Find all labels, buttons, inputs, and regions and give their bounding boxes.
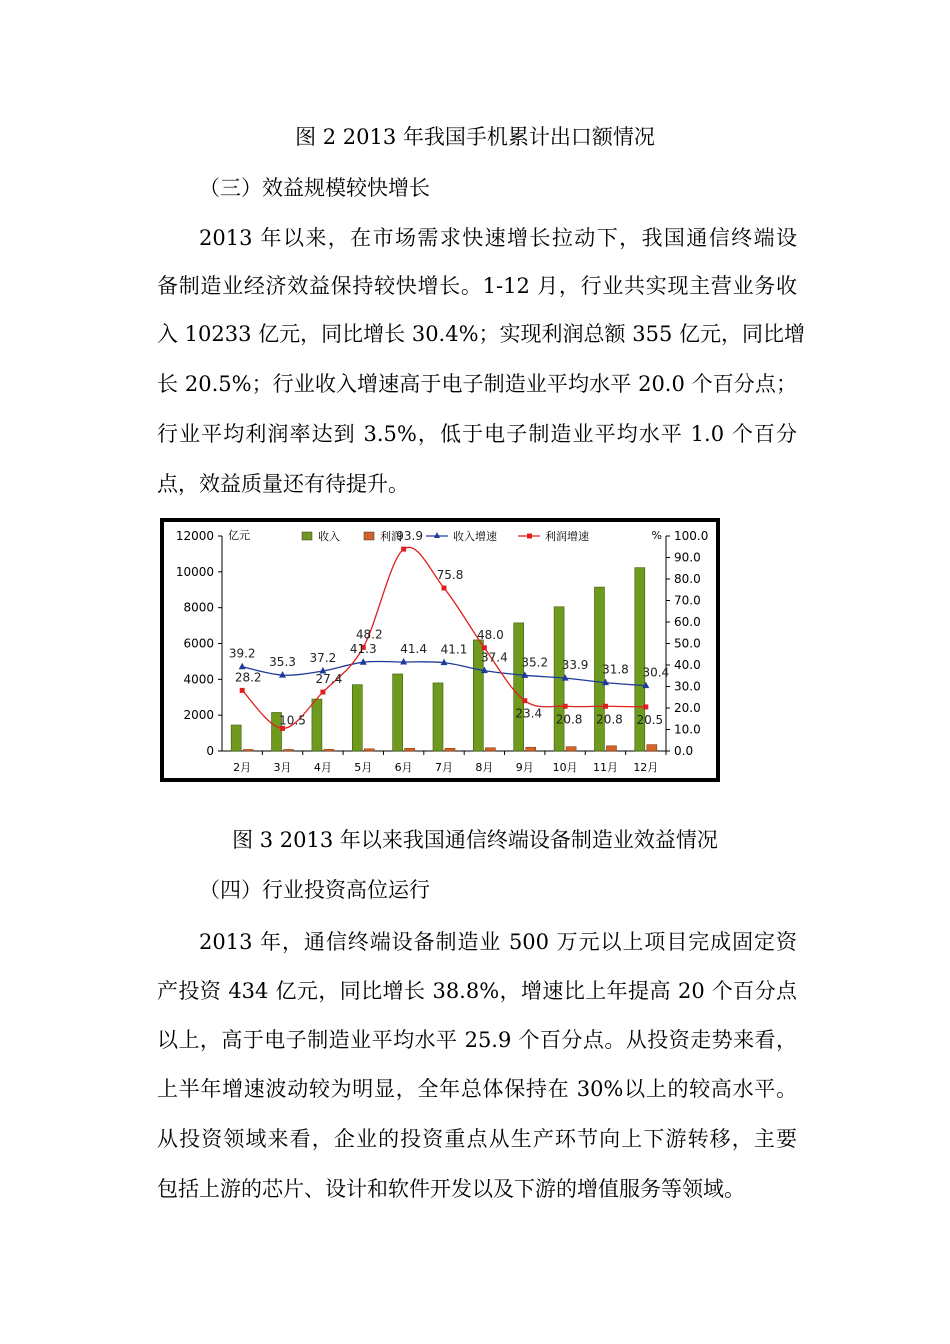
left-tick-label: 2000 — [183, 708, 214, 723]
right-tick-label: 50.0 — [674, 636, 701, 651]
section-3-heading: （三）效益规模较快增长 — [199, 176, 430, 200]
left-tick-label: 8000 — [183, 600, 214, 615]
profit-growth-point — [320, 690, 325, 695]
profit-growth-label: 20.8 — [596, 712, 623, 727]
section-4-heading: （四）行业投资高位运行 — [199, 878, 430, 902]
profit-growth-label: 23.4 — [515, 706, 543, 721]
x-tick-label: 8月 — [475, 761, 494, 774]
profit-bar — [445, 748, 455, 751]
legend-label: 收入增速 — [453, 530, 497, 543]
legend-label: 收入 — [318, 530, 340, 543]
paragraph-line: 长 20.5%；行业收入增速高于电子制造业平均水平 20.0 个百分点； — [157, 372, 797, 396]
profit-growth-point — [603, 704, 608, 709]
paragraph-line: 行业平均利润率达到 3.5%，低于电子制造业平均水平 1.0 个百分 — [157, 422, 797, 446]
right-tick-label: 80.0 — [674, 572, 701, 586]
right-tick-label: 40.0 — [674, 658, 701, 672]
profit-growth-label: 93.9 — [396, 529, 423, 544]
profit-growth-point — [401, 547, 406, 552]
profit-growth-point — [442, 586, 447, 591]
legend-marker — [527, 534, 532, 539]
paragraph-line: 以上，高于电子制造业平均水平 25.9 个百分点。从投资走势来看， — [157, 1028, 797, 1052]
revenue-growth-label: 39.2 — [228, 646, 256, 661]
right-tick-label: 60.0 — [674, 615, 701, 629]
profit-growth-point — [522, 698, 527, 703]
revenue-bar — [352, 685, 362, 751]
revenue-bar — [312, 699, 322, 751]
profit-growth-point — [482, 645, 487, 650]
revenue-growth-label: 37.2 — [309, 651, 337, 666]
profit-growth-label: 75.8 — [436, 568, 464, 583]
paragraph-line: 2013 年以来，在市场需求快速增长拉动下，我国通信终端设 — [199, 226, 797, 250]
paragraph-line: 入 10233 亿元，同比增长 30.4%；实现利润总额 355 亿元，同比增 — [157, 322, 805, 346]
x-tick-label: 12月 — [633, 761, 659, 774]
right-tick-label: 10.0 — [674, 722, 701, 737]
x-tick-label: 11月 — [592, 761, 618, 774]
right-axis-unit: % — [651, 529, 662, 542]
legend-swatch — [364, 532, 374, 540]
revenue-growth-label: 33.9 — [561, 658, 589, 673]
right-tick-label: 90.0 — [674, 550, 701, 565]
x-tick-label: 3月 — [273, 761, 292, 774]
paragraph-line: 上半年增速波动较为明显，全年总体保持在 30%以上的较高水平。 — [157, 1077, 797, 1101]
profit-bar — [243, 750, 253, 752]
revenue-bar — [231, 725, 241, 751]
revenue-growth-label: 31.8 — [602, 662, 629, 677]
right-tick-label: 100.0 — [674, 529, 709, 543]
profit-growth-point — [240, 688, 245, 693]
revenue-bar — [433, 683, 443, 751]
legend-swatch — [302, 532, 312, 540]
figure-2-caption: 图 2 2013 年我国手机累计出口额情况 — [295, 125, 655, 149]
revenue-growth-point — [239, 663, 246, 670]
revenue-growth-point — [400, 658, 407, 665]
right-tick-label: 30.0 — [674, 679, 701, 694]
profit-growth-label: 10.5 — [279, 713, 306, 728]
profit-bar — [485, 748, 495, 751]
figure-3-caption: 图 3 2013 年以来我国通信终端设备制造业效益情况 — [232, 828, 718, 852]
chart-frame — [160, 518, 720, 782]
paragraph-line: 备制造业经济效益保持较快增长。1-12 月，行业共实现主营业务收 — [157, 274, 797, 298]
left-tick-label: 0 — [206, 744, 214, 758]
revenue-growth-label: 37.4 — [481, 650, 508, 665]
revenue-growth-label: 41.1 — [440, 642, 468, 657]
left-tick-label: 4000 — [183, 672, 214, 687]
profit-bar — [606, 746, 616, 751]
x-tick-label: 7月 — [435, 761, 453, 774]
legend-label: 利润增速 — [545, 530, 589, 543]
paragraph-line: 点，效益质量还有待提升。 — [157, 472, 409, 496]
revenue-growth-label: 41.4 — [400, 641, 427, 656]
profit-growth-label: 27.4 — [315, 672, 343, 687]
chart-area — [164, 522, 716, 778]
legend-marker — [434, 532, 440, 538]
benefit-chart — [164, 522, 716, 778]
paragraph-line: 产投资 434 亿元，同比增长 38.8%，增速比上年提高 20 个百分点 — [157, 979, 797, 1003]
x-tick-label: 5月 — [354, 761, 373, 774]
revenue-growth-label: 30.4 — [642, 665, 670, 680]
x-tick-label: 2月 — [233, 761, 252, 774]
profit-growth-label: 48.2 — [355, 627, 383, 642]
revenue-growth-label: 35.2 — [521, 655, 549, 670]
legend-label: 利润 — [380, 530, 402, 543]
paragraph-line: 2013 年，通信终端设备制造业 500 万元以上项目完成固定资 — [199, 930, 797, 954]
revenue-growth-label: 41.3 — [349, 642, 377, 657]
profit-growth-label: 20.5 — [636, 712, 664, 727]
profit-bar — [566, 747, 576, 751]
x-tick-label: 4月 — [313, 761, 332, 774]
x-tick-label: 6月 — [394, 761, 413, 774]
revenue-bar — [393, 674, 403, 751]
revenue-growth-label: 35.3 — [269, 655, 296, 670]
right-tick-label: 70.0 — [674, 593, 701, 608]
left-tick-label: 12000 — [175, 529, 214, 543]
paragraph-line: 包括上游的芯片、设计和软件开发以及下游的增值服务等领域。 — [157, 1177, 745, 1201]
profit-growth-label: 48.0 — [477, 627, 504, 642]
profit-growth-label: 28.2 — [234, 670, 262, 685]
profit-bar — [405, 748, 415, 751]
x-tick-label: 9月 — [515, 761, 534, 774]
profit-growth-point — [643, 704, 648, 709]
profit-bar — [284, 750, 294, 752]
profit-bar — [324, 749, 334, 751]
profit-growth-point — [563, 704, 568, 709]
paragraph-line: 从投资领域来看，企业的投资重点从生产环节向上下游转移，主要 — [157, 1127, 797, 1151]
right-tick-label: 20.0 — [674, 701, 701, 715]
left-tick-label: 10000 — [175, 564, 214, 579]
left-tick-label: 6000 — [183, 636, 214, 651]
x-tick-label: 10月 — [552, 761, 578, 774]
left-axis-unit: 亿元 — [228, 529, 250, 542]
profit-growth-label: 20.8 — [555, 712, 583, 727]
right-tick-label: 0.0 — [674, 744, 694, 758]
profit-bar — [647, 745, 657, 751]
profit-bar — [364, 749, 374, 751]
revenue-bar — [514, 623, 524, 751]
profit-bar — [526, 747, 536, 751]
